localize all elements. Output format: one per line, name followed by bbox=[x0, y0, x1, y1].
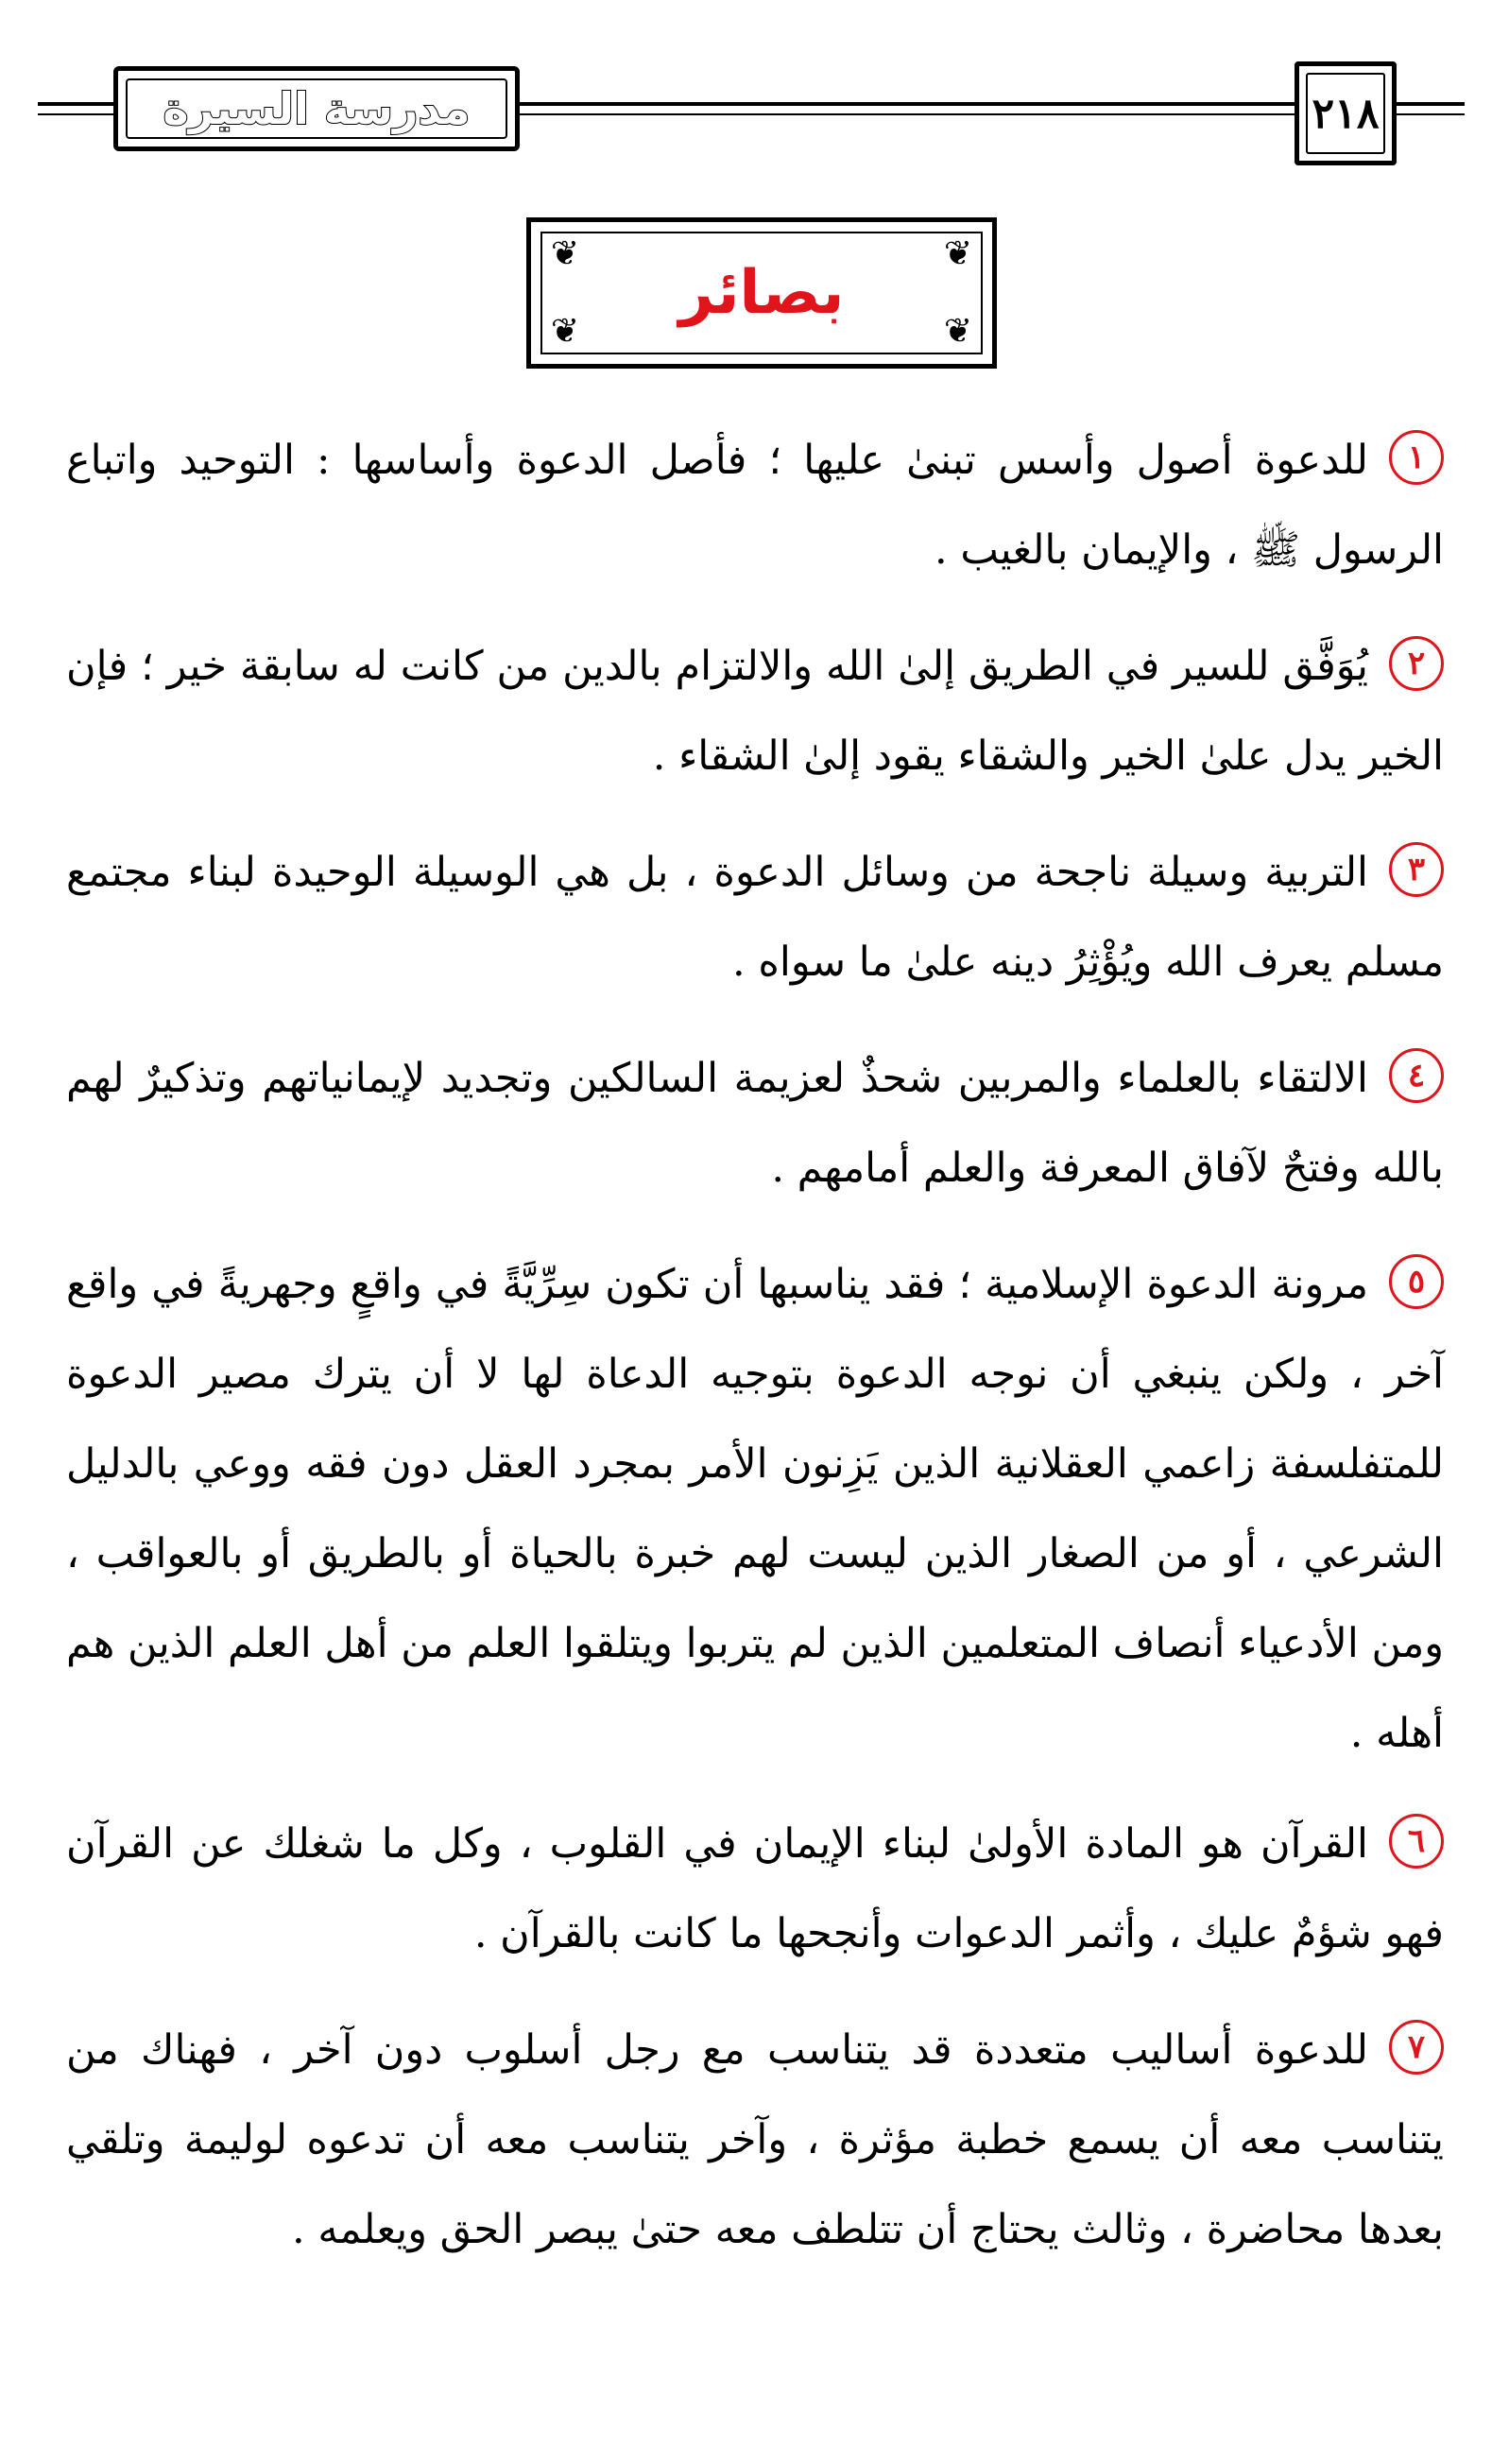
paragraph-text: القرآن هو المادة الأولىٰ لبناء الإيمان في القلوب ، وكل ما شغلك عن القرآن فهو شؤمٌ عليك ، وأثمر الدعوات وأنجحها ما كانت بالقرآن . bbox=[66, 1820, 1444, 1957]
paragraph-number: ٦ bbox=[1389, 1814, 1444, 1869]
header-rule-middle bbox=[520, 102, 1296, 106]
paragraph-text: التربية وسيلة ناجحة من وسائل الدعوة ، بل هي الوسيلة الوحيدة لبناء مجتمع مسلم يعرف الله ويُؤْثِرُ دينه علىٰ ما سواه . bbox=[66, 849, 1444, 986]
header-rule-right-thin bbox=[1395, 113, 1465, 115]
paragraph bbox=[66, 1034, 1444, 1214]
floral-corner-icon: ❦ bbox=[550, 234, 580, 273]
section-title-box bbox=[526, 217, 997, 369]
header-rule-left-thin bbox=[38, 113, 115, 115]
page-body bbox=[66, 416, 1444, 2301]
page-number: ٢١٨ bbox=[1312, 89, 1380, 138]
page-number-frame bbox=[1295, 61, 1397, 165]
paragraph-number: ٤ bbox=[1389, 1048, 1444, 1103]
book-title: مدرسة السيرة bbox=[163, 83, 471, 134]
floral-corner-icon: ❦ bbox=[943, 234, 973, 273]
paragraph-text: يُوَفَّق للسير في الطريق إلىٰ الله والالتزام بالدين من كانت له سابقة خير ؛ فإن الخير يدل علىٰ الخير والشقاء يقود إلىٰ الشقاء . bbox=[66, 643, 1444, 780]
paragraph-text: الالتقاء بالعلماء والمربين شحذٌ لعزيمة السالكين وتجديد لإيمانياتهم وتذكيرٌ لهم بالله وفتحٌ لآفاق المعرفة والعلم أمامهم . bbox=[66, 1055, 1444, 1192]
paragraph-text: مرونة الدعوة الإسلامية ؛ فقد يناسبها أن تكون سِرِّيَّةً في واقعٍ وجهريةً في واقع آخر ، ولكن ينبغي أن نوجه الدعوة بتوجيه الدعاة لها لا أن يترك مصير الدعوة للمتفلسفة زاعمي العقلانية الذين يَزِنون الأمر بمجرد العقل دون فقه ووعي بالدليل الشرعي ، أو من الصغار الذين ليست لهم خبرة بالحياة أو بالطريق أو بالعواقب ، ومن الأدعياء أنصاف المتعلمين الذين لم يتربوا ويتلقوا العلم من أهل العلم الذين هم أهله . bbox=[66, 1261, 1444, 1757]
section-title: بصائر bbox=[678, 258, 845, 328]
header-rule-right bbox=[1395, 102, 1465, 106]
paragraph bbox=[66, 2006, 1444, 2275]
paragraph-text: للدعوة أصول وأسس تبنىٰ عليها ؛ فأصل الدعوة وأساسها : التوحيد واتباع الرسول ﷺ ، والإيمان بالغيب . bbox=[66, 437, 1444, 574]
floral-corner-icon: ❦ bbox=[943, 312, 973, 351]
floral-corner-icon: ❦ bbox=[550, 312, 580, 351]
paragraph-number: ٥ bbox=[1389, 1254, 1444, 1309]
book-title-frame bbox=[113, 66, 520, 151]
paragraph-number: ١ bbox=[1389, 430, 1444, 485]
header-rule-left bbox=[38, 102, 115, 106]
paragraph-number: ٢ bbox=[1389, 636, 1444, 691]
paragraph bbox=[66, 1240, 1444, 1779]
paragraph bbox=[66, 622, 1444, 801]
header-rule-middle-thin bbox=[520, 113, 1296, 115]
paragraph-number: ٧ bbox=[1389, 2020, 1444, 2075]
paragraph bbox=[66, 1800, 1444, 1979]
paragraph-number: ٣ bbox=[1389, 842, 1444, 897]
paragraph bbox=[66, 416, 1444, 595]
paragraph-text: للدعوة أساليب متعددة قد يتناسب مع رجل أسلوب دون آخر ، فهناك من يتناسب معه أن يسمع خطبة مؤثرة ، وآخر يتناسب معه أن تدعوه لوليمة وتلقي بعدها محاضرة ، وثالث يحتاج أن تتلطف معه حتىٰ يبصر الحق ويعلمه . bbox=[66, 2026, 1444, 2253]
paragraph bbox=[66, 828, 1444, 1008]
page-header bbox=[0, 0, 1509, 189]
